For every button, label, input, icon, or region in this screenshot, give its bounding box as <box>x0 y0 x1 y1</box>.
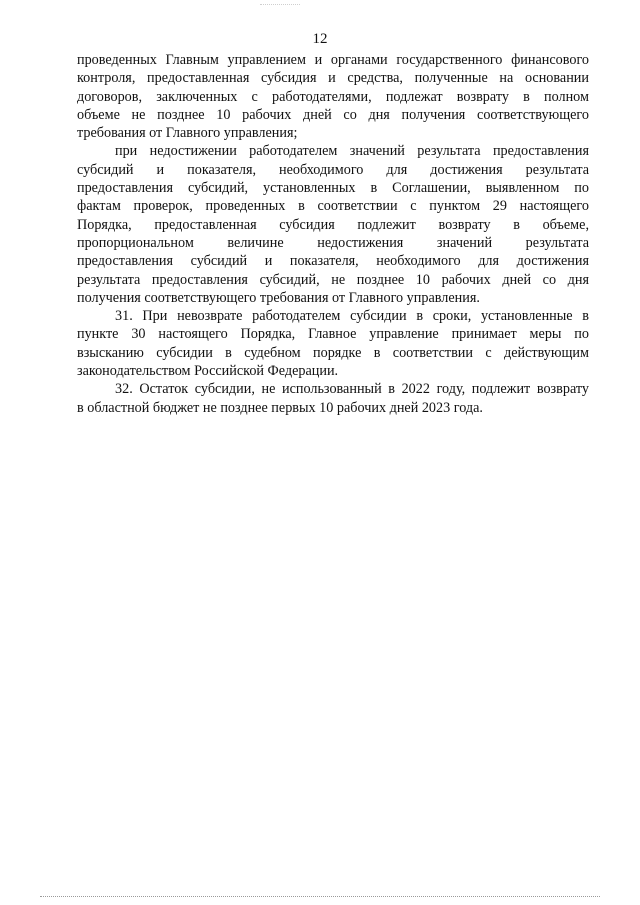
text-line: 32. Остаток субсидии, не использованный в 2022 году, подлежит возврату <box>115 381 589 398</box>
text-line: пропорциональном величине недостижения значений результата <box>77 234 589 251</box>
document-body <box>77 51 589 417</box>
scan-artifact <box>260 4 300 7</box>
text-line: в областной бюджет не позднее первых 10 рабочих дней 2023 года. <box>77 399 483 416</box>
text-line: субсидий и показателя, необходимого для достижения результата <box>77 161 589 178</box>
text-line: получения соответствующего требования от Главного управления. <box>77 289 480 306</box>
text-line: проведенных Главным управлением и органами государственного финансового <box>77 52 589 68</box>
paragraph-item-32 <box>77 380 589 417</box>
text-line: требования от Главного управления; <box>77 125 298 142</box>
text-line: договоров, заключенных с работодателями, подлежат возврату в полном <box>77 88 589 105</box>
text-line: взысканию субсидии в судебном порядке в соответствии с действующим <box>77 344 589 361</box>
page-number: 12 <box>312 31 328 47</box>
text-line: результата предоставления субсидий, не позднее 10 рабочих дней со дня <box>77 271 589 288</box>
text-line: 31. При невозврате работодателем субсидии в сроки, установленные в <box>115 308 589 325</box>
text-line: при недостижении работодателем значений результата предоставления <box>115 143 589 160</box>
text-line: Порядка, предоставленная субсидия подлежит возврату в объеме, <box>77 216 589 233</box>
text-line: объеме не позднее 10 рабочих дней со дня получения соответствующего <box>77 106 589 123</box>
scan-edge-artifact <box>40 896 600 897</box>
text-line: предоставления субсидий и показателя, необходимого для достижения <box>77 253 589 270</box>
paragraph-nondachievement <box>77 142 589 307</box>
text-line: предоставления субсидий, установленных в Соглашении, выявленном по <box>77 180 589 197</box>
paragraph-continuation <box>77 51 589 142</box>
text-line: фактам проверок, проведенных в соответствии с пунктом 29 настоящего <box>77 198 589 215</box>
text-line: законодательством Российской Федерации. <box>77 363 339 380</box>
text-line: контроля, предоставленная субсидия и средства, полученные на основании <box>77 70 589 87</box>
paragraph-item-31 <box>77 307 589 380</box>
text-line: пункте 30 настоящего Порядка, Главное управление принимает меры по <box>77 326 589 343</box>
